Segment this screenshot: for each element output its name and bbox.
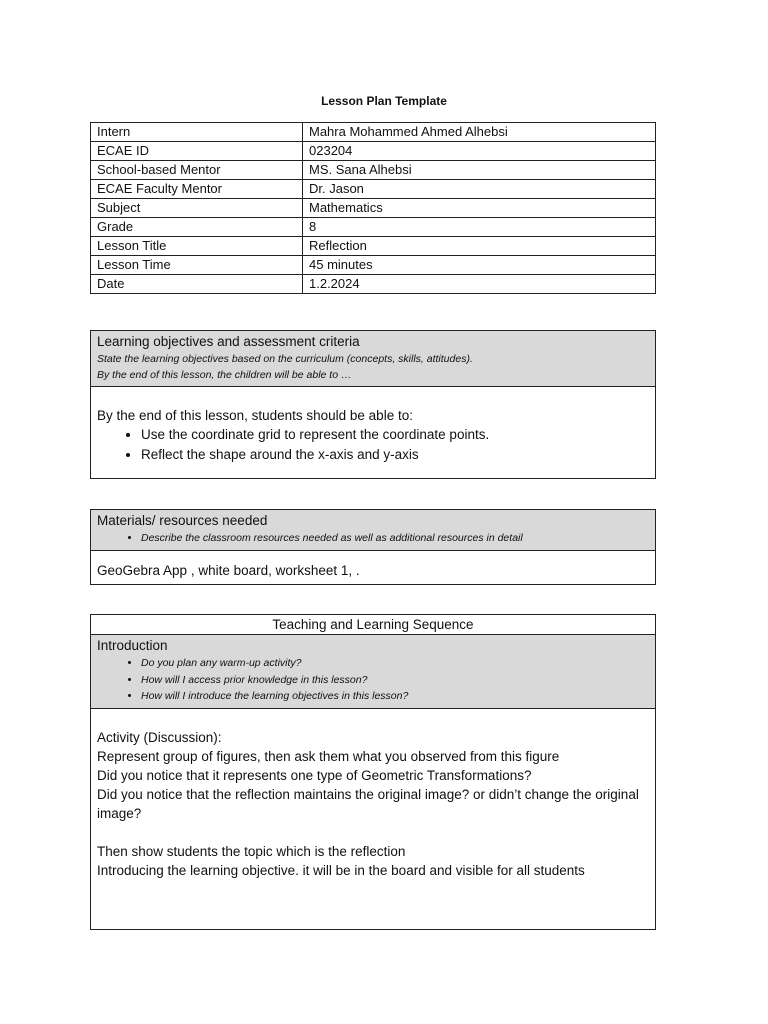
row-value: Mathematics — [303, 199, 656, 218]
list-item: • How will I introduce the learning objectives in this lesson? — [141, 688, 649, 705]
row-value: 45 minutes — [303, 256, 656, 275]
row-label: Lesson Time — [91, 256, 303, 275]
materials-section — [90, 509, 656, 585]
row-label: Grade — [91, 218, 303, 237]
list-item: • How will I access prior knowledge in this lesson? — [141, 672, 649, 689]
table-row — [91, 256, 656, 275]
lesson-info-table — [90, 122, 656, 294]
row-value: Reflection — [303, 237, 656, 256]
row-label: ECAE ID — [91, 142, 303, 161]
materials-header — [91, 510, 655, 551]
materials-heading: Materials/ resources needed — [97, 513, 268, 528]
activity-line: Did you notice that the reflection maintains the original image? or didn’t change the original image? — [97, 786, 639, 821]
objectives-hint: State the learning objectives based on the curriculum (concepts, skills, attitudes). — [97, 353, 473, 365]
row-value: MS. Sana Alhebsi — [303, 161, 656, 180]
activity-line: Activity (Discussion): — [97, 729, 222, 745]
table-row — [91, 199, 656, 218]
table-row — [91, 218, 656, 237]
activity-line: Introducing the learning objective. it will be in the board and visible for all students — [97, 862, 585, 878]
introduction-body — [91, 709, 655, 886]
table-row — [91, 142, 656, 161]
row-value: Mahra Mohammed Ahmed Alhebsi — [303, 123, 656, 142]
table-row — [91, 180, 656, 199]
row-label: Intern — [91, 123, 303, 142]
list-item: • Use the coordinate grid to represent the coordinate points. — [141, 425, 649, 445]
row-value: 1.2.2024 — [303, 275, 656, 294]
row-label: School-based Mentor — [91, 161, 303, 180]
table-row — [91, 237, 656, 256]
introduction-header — [91, 635, 655, 709]
activity-line — [97, 823, 649, 842]
objectives-body — [91, 387, 655, 471]
materials-hint-list — [97, 530, 649, 547]
table-row — [91, 123, 656, 142]
list-item: • Reflect the shape around the x-axis and y-axis — [141, 445, 649, 465]
row-value: Dr. Jason — [303, 180, 656, 199]
objectives-header — [91, 331, 655, 387]
materials-body — [91, 551, 655, 586]
objectives-list — [97, 425, 649, 465]
sequence-heading: Teaching and Learning Sequence — [91, 615, 655, 635]
objectives-heading: Learning objectives and assessment criteria — [97, 334, 360, 349]
list-item: • Describe the classroom resources needed as well as additional resources in detail — [141, 530, 649, 547]
row-label: Subject — [91, 199, 303, 218]
row-label: ECAE Faculty Mentor — [91, 180, 303, 199]
materials-content: GeoGebra App , white board, worksheet 1, . — [97, 562, 360, 578]
objectives-hint: By the end of this lesson, the children will be able to … — [97, 369, 352, 381]
activity-line: Represent group of figures, then ask them what you observed from this figure — [97, 748, 560, 764]
row-value: 023204 — [303, 142, 656, 161]
page-title: Lesson Plan Template — [321, 94, 447, 108]
sequence-section — [90, 614, 656, 930]
activity-line: Then show students the topic which is the reflection — [97, 843, 406, 859]
introduction-heading: Introduction — [97, 638, 168, 653]
table-row — [91, 275, 656, 294]
row-value: 8 — [303, 218, 656, 237]
objectives-section — [90, 330, 656, 479]
objectives-intro: By the end of this lesson, students should be able to: — [97, 408, 413, 423]
row-label: Date — [91, 275, 303, 294]
table-row — [91, 161, 656, 180]
introduction-hint-list — [97, 655, 649, 705]
row-label: Lesson Title — [91, 237, 303, 256]
activity-line: Did you notice that it represents one type of Geometric Transformations? — [97, 767, 532, 783]
list-item: • Do you plan any warm-up activity? — [141, 655, 649, 672]
